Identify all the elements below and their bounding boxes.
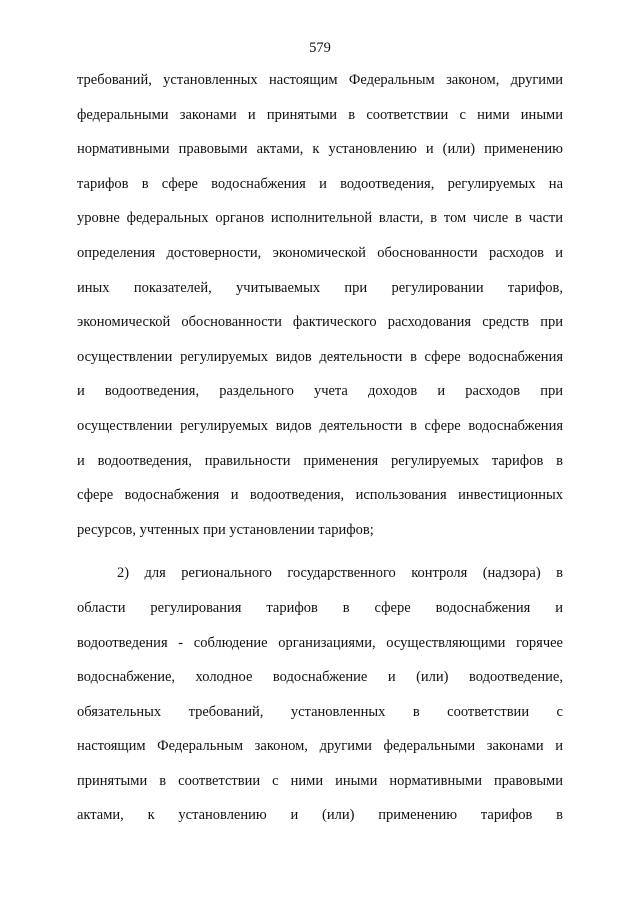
text-line: сфере водоснабжения и водоотведения, использования инвестиционных (77, 487, 563, 504)
text-line: водоотведения - соблюдение организациями, осуществляющими горячее (77, 634, 563, 651)
text-line: осуществлении регулируемых видов деятельности в сфере водоснабжения (77, 348, 563, 365)
text-line: тарифов в сфере водоснабжения и водоотведения, регулируемых на (77, 175, 563, 192)
text-line: обязательных требований, установленных в соответствии с (77, 703, 563, 720)
text-line: осуществлении регулируемых видов деятельности в сфере водоснабжения (77, 417, 563, 434)
text-line: принятыми в соответствии с ними иными нормативными правовыми (77, 772, 563, 789)
text-line: нормативными правовыми актами, к установлению и (или) применению (77, 141, 563, 158)
paragraph-2 (77, 564, 563, 841)
document-body (77, 71, 563, 841)
text-line: и водоотведения, раздельного учета доходов и расходов при (77, 383, 563, 400)
text-line: иных показателей, учитываемых при регулировании тарифов, (77, 279, 563, 296)
text-line: 2) для регионального государственного контроля (надзора) в (117, 565, 563, 582)
text-line: экономической обоснованности фактического расходования средств при (77, 314, 563, 331)
text-line: ресурсов, учтенных при установлении тарифов; (77, 521, 374, 538)
text-line: требований, установленных настоящим Федеральным законом, другими (77, 72, 563, 88)
text-line: настоящим Федеральным законом, другими федеральными законами и (77, 738, 563, 755)
text-line: уровне федеральных органов исполнительной власти, в том числе в части (77, 210, 563, 227)
text-line: актами, к установлению и (или) применению тарифов в (77, 807, 563, 824)
paragraph-1 (77, 71, 563, 555)
text-line: федеральными законами и принятыми в соответствии с ними иными (77, 106, 563, 123)
text-line: области регулирования тарифов в сфере водоснабжения и (77, 599, 563, 616)
text-line: и водоотведения, правильности применения регулируемых тарифов в (77, 452, 563, 469)
text-line: водоснабжение, холодное водоснабжение и (или) водоотведение, (77, 669, 563, 686)
paragraph-gap (77, 555, 563, 564)
page-number: 579 (309, 40, 331, 56)
text-line: определения достоверности, экономической обоснованности расходов и (77, 244, 563, 261)
